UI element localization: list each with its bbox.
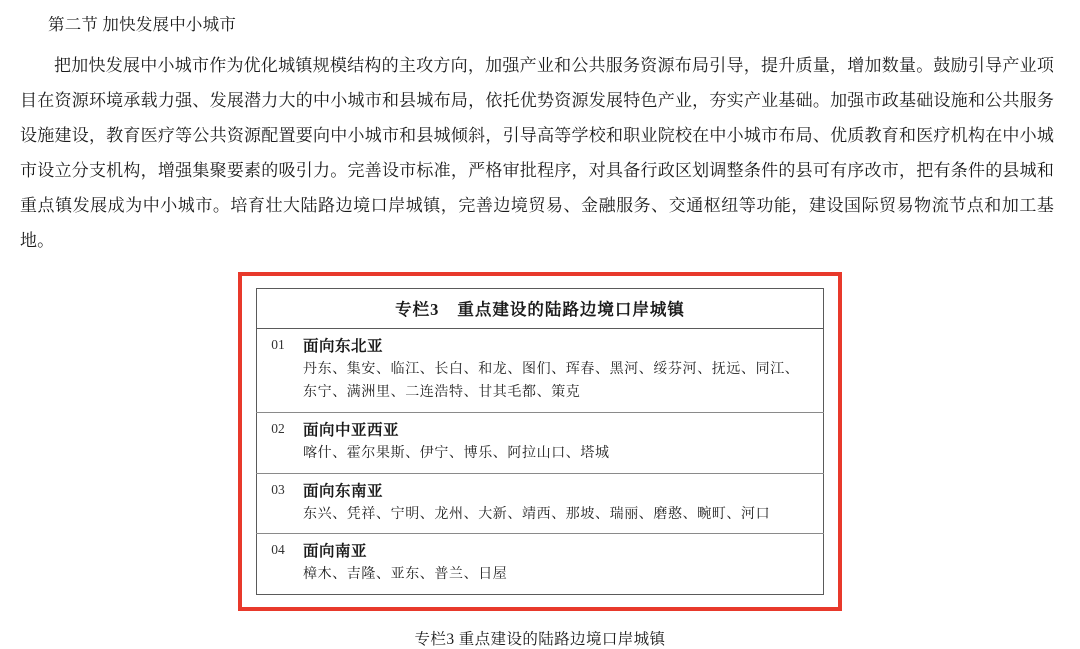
red-highlight-frame <box>238 272 842 610</box>
box-table <box>256 288 824 594</box>
item-index: 04 <box>257 534 300 595</box>
box-title-number: 3 <box>430 300 440 320</box>
item-region: 面向东南亚 <box>303 482 384 500</box>
item-index: 02 <box>257 412 300 473</box>
figure-caption: 专栏3 重点建设的陆路边境口岸城镇 <box>414 630 666 648</box>
item-cities: 丹东、集安、临江、长白、和龙、图们、珲春、黑河、绥芬河、抚远、同江、东宁、满洲里、二连浩特、甘其毛都、策克 <box>303 362 800 401</box>
item-index: 01 <box>271 337 285 353</box>
box-title-text: 重点建设的陆路边境口岸城镇 <box>457 300 685 320</box>
table-row <box>257 473 824 534</box>
table-row <box>257 329 824 412</box>
item-region: 面向东北亚 <box>303 338 384 356</box>
box-title-row <box>257 289 824 329</box>
box-title-label: 专栏 <box>395 300 431 320</box>
item-region: 面向中亚西亚 <box>303 421 400 439</box>
figure-container <box>12 272 1068 648</box>
section-heading: 第二节 加快发展中小城市 <box>48 15 237 34</box>
table-row <box>257 534 824 595</box>
item-cities: 东兴、凭祥、宁明、龙州、大新、靖西、那坡、瑞丽、磨憨、畹町、河口 <box>303 506 771 522</box>
item-region: 面向南亚 <box>303 543 368 561</box>
item-cities: 喀什、霍尔果斯、伊宁、博乐、阿拉山口、塔城 <box>303 445 610 461</box>
table-row <box>257 412 824 473</box>
item-cities: 樟木、吉隆、亚东、普兰、日屋 <box>303 567 508 583</box>
body-paragraph: 把加快发展中小城市作为优化城镇规模结构的主攻方向，加强产业和公共服务资源布局引导，提升质量，增加数量。鼓励引导产业项目在资源环境承载力强、发展潜力大的中小城市和县城布局，依托优势资源发展特色产业，夯实产业基础。加强市政基础设施和公共服务设施建设，教育医疗等公共资源配置要向中小城市和县城倾斜，引导高等学校和职业院校在中小城市布局、优质教育和医疗机构在中小城市设立分支机构，增强集聚要素的吸引力。完善设市标准，严格审批程序，对具备行政区划调整条件的县可有序改市，把有条件的县城和重点镇发展成为中小城市。培育壮大陆路边境口岸城镇，完善边境贸易、金融服务、交通枢纽等功能，建设国际贸易物流节点和加工基地。 <box>20 56 1054 251</box>
item-index: 03 <box>257 473 300 534</box>
